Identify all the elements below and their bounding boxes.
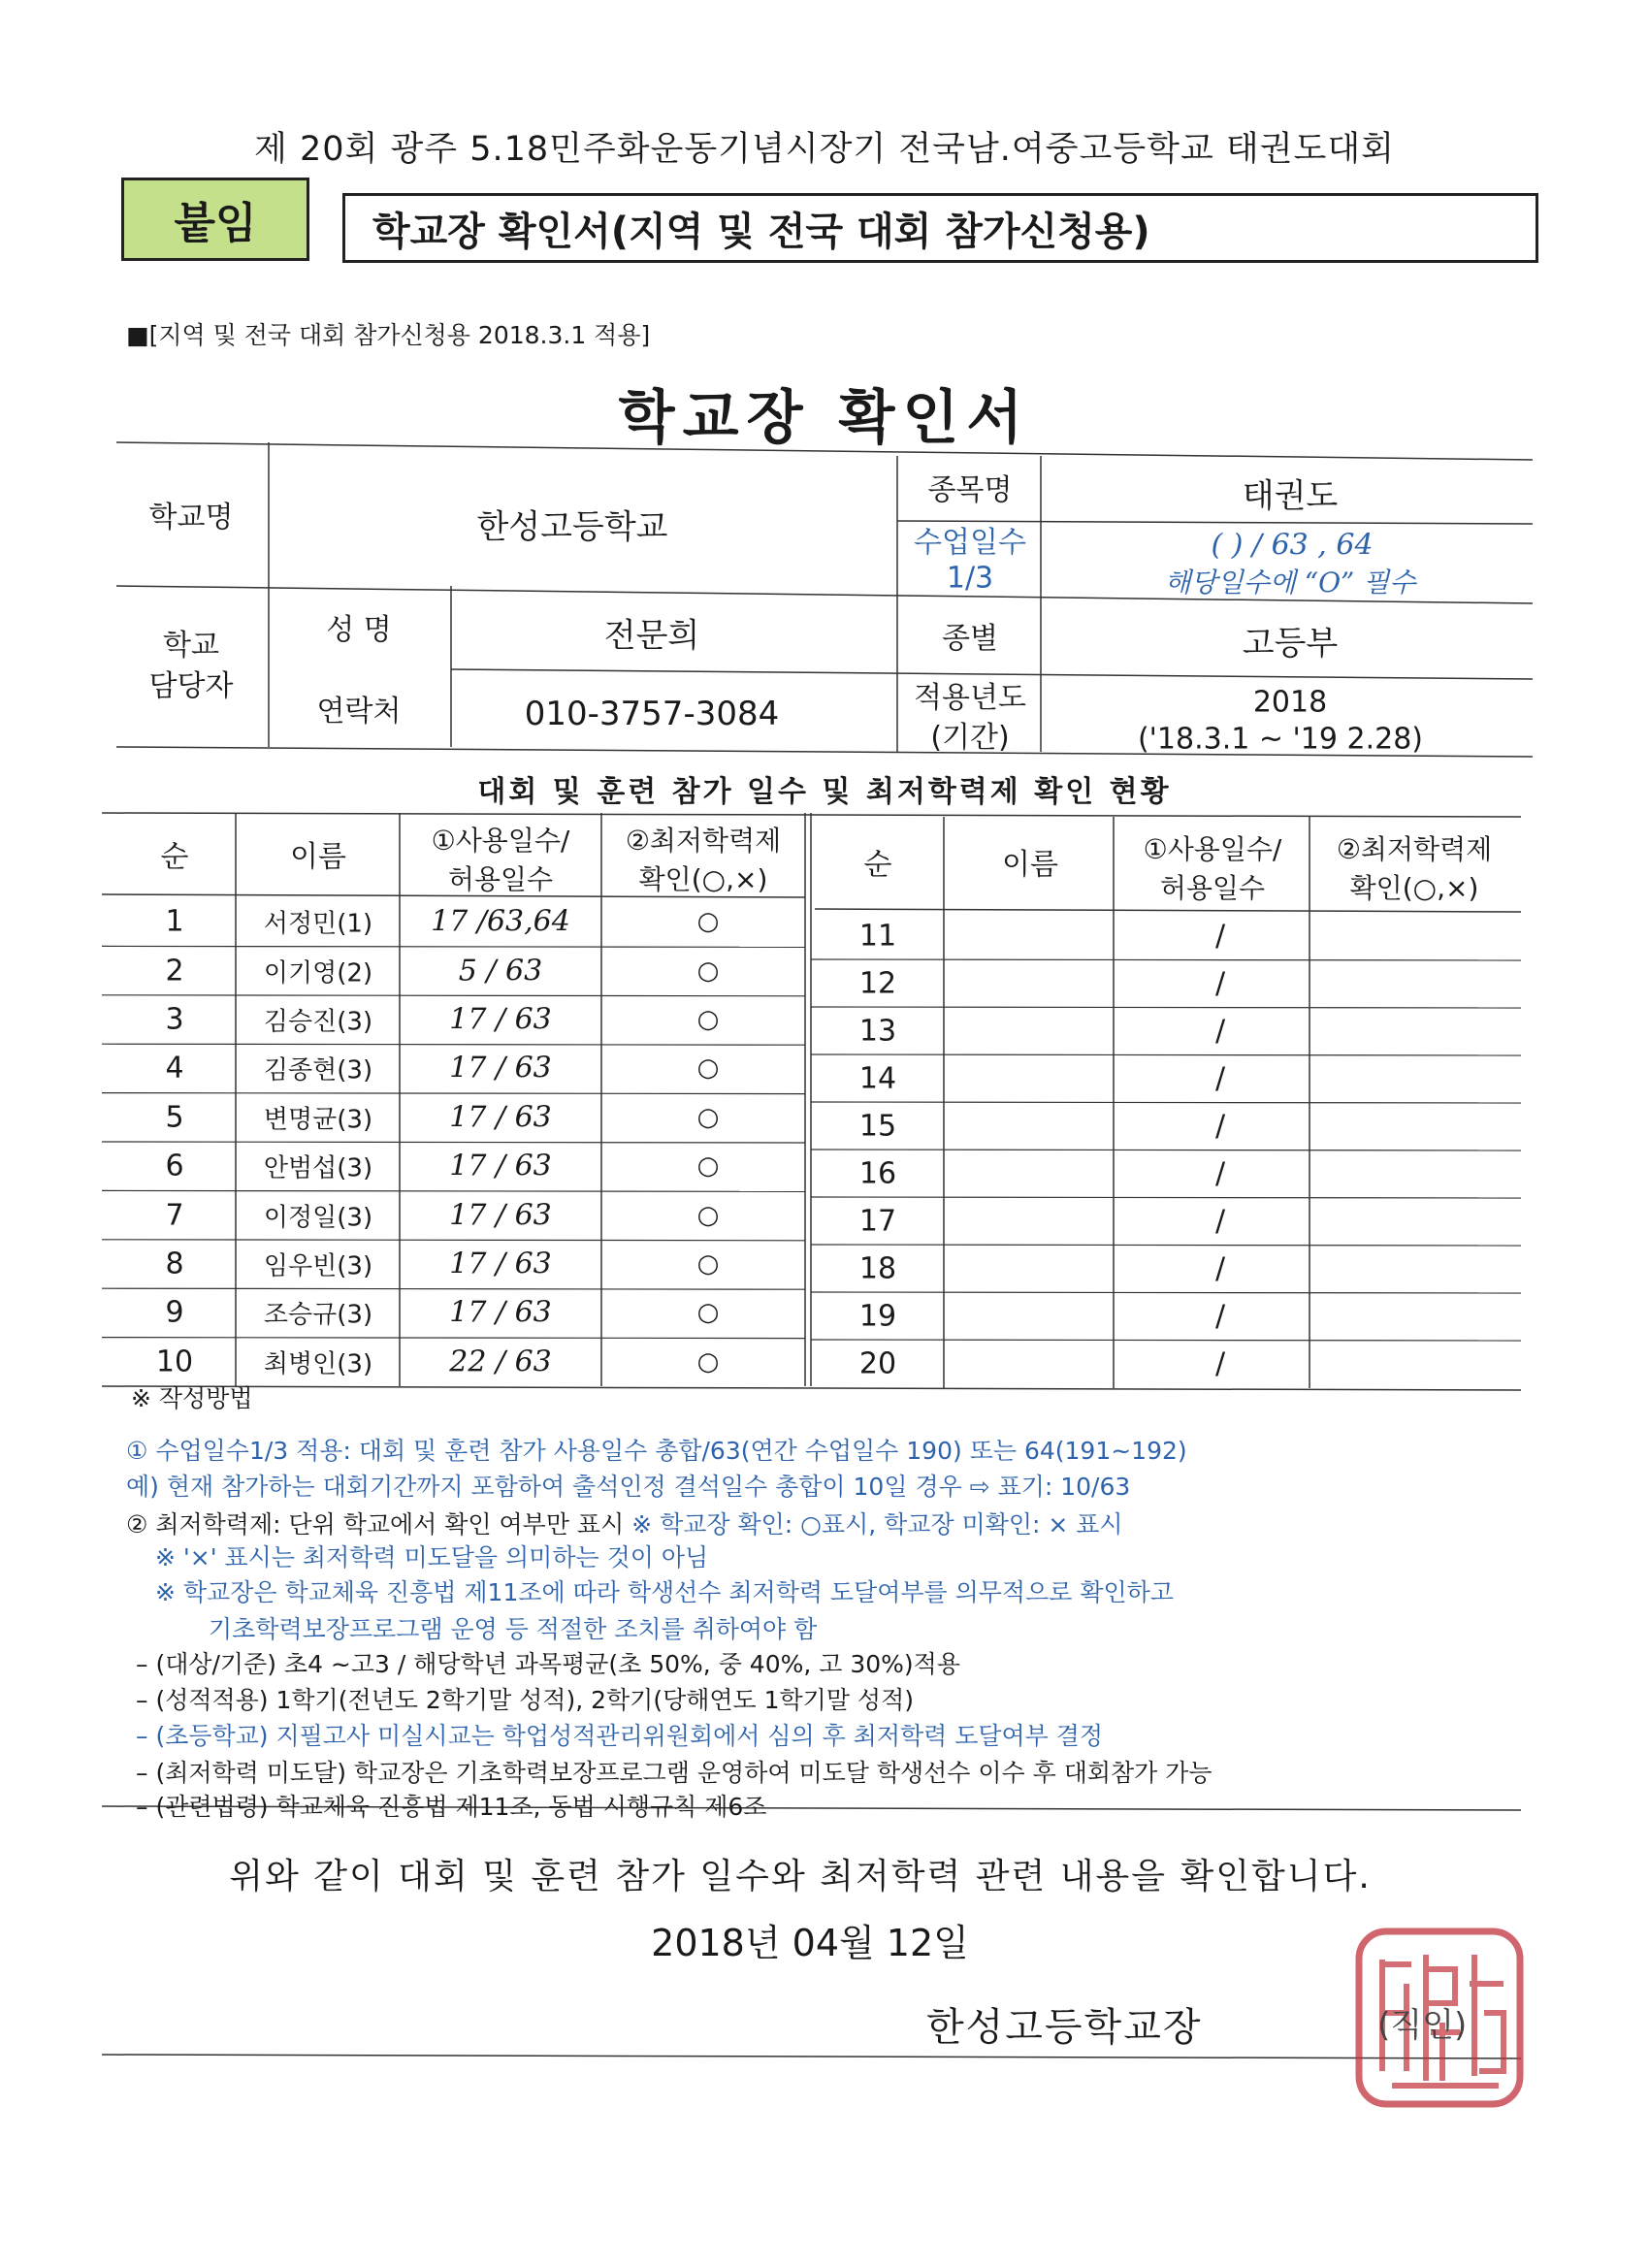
school-days-value: ( ) / 63 , 64 (1211, 528, 1374, 563)
instruction-line-4: ※ '×' 표시는 최저학력 미도달을 의미하는 것이 아님 (155, 1543, 709, 1571)
seq-header: 순 (160, 840, 189, 874)
year-label-1: 적용년도 (914, 681, 1026, 715)
name-header: 이름 (290, 840, 346, 874)
instruction-line-9: – (초등학교) 지필고사 미실시교는 학업성적관리위원회에서 심의 후 최저학력 도달여부 결정 (136, 1722, 1104, 1750)
check-header-right-2: 확인(○,×) (1349, 872, 1479, 904)
document-title: 학교장 확인서 (618, 384, 1031, 452)
days-header-1: ①사용일수/ (431, 825, 570, 857)
row-days-right: / (1214, 1156, 1226, 1190)
row-name: 서정민(1) (263, 909, 373, 939)
confirmation-statement: 위와 같이 대회 및 훈련 참가 일수와 최저학력 관련 내용을 확인합니다. (229, 1857, 1372, 1896)
row-name: 조승규(3) (263, 1300, 373, 1330)
attachment-badge: 붙임 (121, 178, 309, 261)
row-days-right: / (1214, 1061, 1226, 1095)
school-days-note: 해당일수에 “O” 필수 (1164, 567, 1416, 599)
principal-name: 한성고등학교장 (926, 2005, 1203, 2050)
row-check: ○ (696, 1102, 720, 1132)
form-title-text: 학교장 확인서(지역 및 전국 대회 참가신청용) (372, 209, 1150, 254)
row-seq: 4 (165, 1051, 184, 1085)
year-value-2: ('18.3.1 ~ '19 2.28) (1137, 722, 1424, 757)
row-days-used: 17 / 63 (449, 1247, 552, 1281)
row-seq: 1 (165, 904, 184, 939)
row-seq: 8 (165, 1247, 184, 1281)
row-days-used: 17 /63,64 (431, 904, 570, 939)
row-seq: 10 (155, 1345, 194, 1379)
row-days-right: / (1214, 1346, 1226, 1380)
row-seq-right: 18 (858, 1251, 897, 1285)
row-seq: 6 (165, 1149, 184, 1183)
name-value: 전문희 (603, 616, 700, 656)
row-check: ○ (696, 1298, 720, 1328)
days-header-right-2: 허용일수 (1159, 872, 1266, 904)
row-seq: 9 (165, 1295, 184, 1330)
seq-header-right: 순 (863, 848, 892, 882)
row-check: ○ (696, 1053, 720, 1084)
row-days-used: 17 / 63 (449, 1002, 552, 1037)
row-days-used: 17 / 63 (449, 1149, 552, 1183)
row-name: 이기영(2) (263, 958, 373, 988)
row-name: 변명균(3) (263, 1105, 373, 1135)
row-check: ○ (696, 907, 720, 937)
row-name: 임우빈(3) (263, 1251, 373, 1281)
school-value: 한성고등학교 (476, 507, 668, 547)
row-seq-right: 16 (858, 1156, 897, 1190)
instructions-heading: ※ 작성방법 (131, 1384, 253, 1412)
division-value: 고등부 (1242, 624, 1339, 664)
row-days-used: 17 / 63 (449, 1051, 552, 1085)
instruction-line-8: – (성적적용) 1학기(전년도 2학기말 성적), 2학기(당해연도 1학기말 성적) (136, 1686, 914, 1714)
row-seq-right: 11 (858, 919, 897, 953)
event-title: 제 20회 광주 5.18민주화운동기념시장기 전국남.여중고등학교 태권도대회 (254, 130, 1395, 169)
row-days-right: / (1214, 1014, 1226, 1048)
manager-label-2: 담당자 (148, 669, 234, 703)
row-days-right: / (1214, 1109, 1226, 1143)
row-name: 김종현(3) (263, 1055, 373, 1085)
row-seq: 5 (165, 1100, 184, 1135)
manager-label-1: 학교 (163, 629, 219, 663)
days-header-2: 허용일수 (447, 863, 554, 895)
row-days-right: / (1214, 1251, 1226, 1285)
row-seq-right: 15 (858, 1109, 897, 1143)
application-note: ■[지역 및 전국 대회 참가신청용 2018.3.1 적용] (126, 321, 651, 349)
row-check: ○ (696, 1249, 720, 1279)
days-header-right-1: ①사용일수/ (1143, 833, 1282, 865)
row-check: ○ (696, 1346, 720, 1377)
row-seq-right: 12 (858, 966, 897, 1000)
instruction-line-2: 예) 현재 참가하는 대회기간까지 포함하여 출석인정 결석일수 총합이 10일 경우 ⇨ 표기: 10/63 (126, 1473, 1131, 1501)
row-seq-right: 19 (858, 1299, 897, 1333)
check-header-right-1: ②최저학력제 (1336, 833, 1493, 865)
school-label: 학교명 (148, 501, 234, 535)
row-seq-right: 14 (858, 1061, 897, 1095)
instruction-line-10: – (최저학력 미도달) 학교장은 기초학력보장프로그램 운영하여 미도달 학생선수 이수 후 대회참가 가능 (136, 1759, 1212, 1787)
row-days-used: 22 / 63 (449, 1345, 552, 1379)
row-seq-right: 17 (858, 1204, 897, 1238)
row-name: 최병인(3) (263, 1349, 373, 1379)
instruction-line-7: – (대상/기준) 초4 ~고3 / 해당학년 과목평균(초 50%, 중 40%, 고 30%)적용 (136, 1650, 960, 1678)
instruction-line-6: 기초학력보장프로그램 운영 등 적절한 조치를 취하여야 함 (209, 1615, 818, 1643)
row-days-used: 17 / 63 (449, 1198, 552, 1233)
instruction-line-11: – (관련법령) 학교체육 진흥법 제11조, 동법 시행규칙 제6조 (136, 1793, 767, 1821)
division-label: 종별 (942, 622, 998, 656)
year-value-1: 2018 (1252, 685, 1328, 720)
instruction-line-3 (126, 1506, 1123, 1540)
instruction-line-1: ① 수업일수1/3 적용: 대회 및 훈련 참가 사용일수 총합/63(연간 수업일수 190) 또는 64(191~192) (126, 1437, 1187, 1465)
row-seq: 2 (165, 954, 184, 988)
sport-label: 종목명 (927, 473, 1013, 507)
row-seq-right: 20 (858, 1346, 897, 1380)
check-header-2: 확인(○,×) (638, 863, 768, 895)
instruction-line-5: ※ 학교장은 학교체육 진흥법 제11조에 따라 학생선수 최저학력 도달여부를 의무적으로 확인하고 (155, 1578, 1174, 1606)
row-name: 안범섭(3) (263, 1153, 373, 1183)
school-days-label-1: 수업일수 (914, 526, 1026, 560)
row-days-right: / (1214, 1204, 1226, 1238)
instruction-line-3-text: ② 최저학력제: 단위 학교에서 확인 여부만 표시 (126, 1510, 632, 1539)
name-label: 성 명 (326, 613, 392, 647)
row-name: 김승진(3) (263, 1007, 373, 1037)
row-days-right: / (1214, 919, 1226, 953)
instruction-line-3-note: ※ 학교장 확인: ○표시, 학교장 미확인: × 표시 (631, 1510, 1123, 1539)
row-days-right: / (1214, 966, 1226, 1000)
check-header-1: ②최저학력제 (625, 825, 782, 857)
school-days-label-2: 1/3 (946, 561, 994, 596)
signing-date: 2018년 04월 12일 (651, 1922, 969, 1964)
row-seq: 7 (165, 1198, 184, 1233)
row-check: ○ (696, 1151, 720, 1182)
row-seq-right: 13 (858, 1014, 897, 1048)
row-seq: 3 (165, 1002, 184, 1037)
seal-label: (직인) (1377, 2006, 1468, 2045)
roster-caption: 대회 및 훈련 참가 일수 및 최저학력제 확인 현황 (477, 775, 1172, 809)
row-name: 이정일(3) (263, 1203, 373, 1233)
row-days-used: 5 / 63 (458, 954, 543, 988)
year-label-2: (기간) (930, 721, 1010, 755)
row-days-used: 17 / 63 (449, 1295, 552, 1330)
name-header-right: 이름 (1002, 848, 1058, 882)
sport-value: 태권도 (1242, 476, 1339, 516)
contact-label: 연락처 (316, 695, 402, 729)
row-days-used: 17 / 63 (449, 1100, 552, 1135)
row-check: ○ (696, 1200, 720, 1230)
row-days-right: / (1214, 1299, 1226, 1333)
row-check: ○ (696, 1005, 720, 1034)
contact-value: 010-3757-3084 (524, 695, 780, 733)
row-check: ○ (696, 956, 720, 986)
